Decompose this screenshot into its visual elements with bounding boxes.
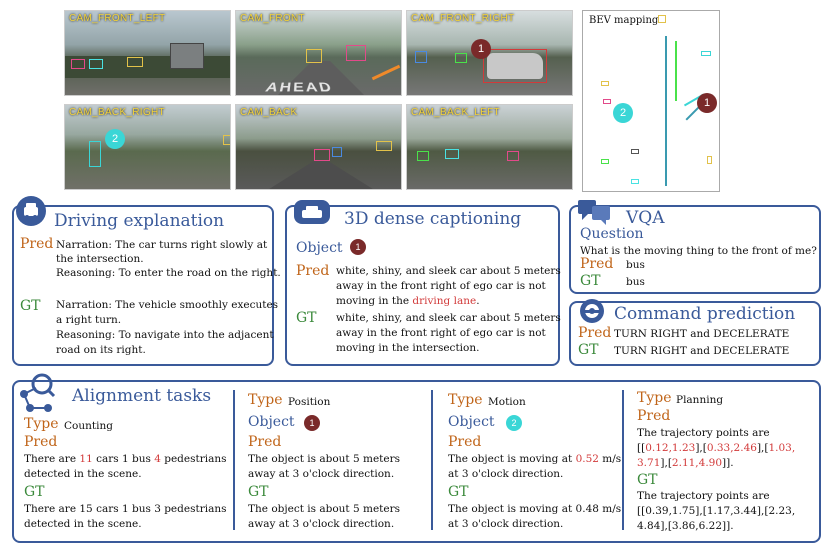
- counting-type: Counting: [64, 420, 113, 432]
- object-marker: 1: [471, 39, 491, 59]
- gt-label: GT: [248, 484, 269, 500]
- gt-label: GT: [448, 484, 469, 500]
- divider: [233, 390, 235, 530]
- camera-label: CAM_BACK_LEFT: [411, 107, 500, 118]
- position-type: Position: [288, 396, 331, 408]
- position-pred-line-1: The object is about 5 meters: [248, 453, 401, 465]
- car-icon: [16, 196, 46, 226]
- motion-gt-line-2: at 3 o'clock direction.: [448, 518, 564, 530]
- counting-gt-line-1: There are 15 cars 1 bus 3 pedestrians: [24, 503, 227, 515]
- pred-narration-2: the intersection.: [56, 253, 144, 265]
- camera-label: CAM_BACK_RIGHT: [69, 107, 165, 118]
- motion-pred-line-1: The object is moving at 0.52 m/s: [448, 453, 622, 465]
- motion-gt-line-1: The object is moving at 0.48 m/s: [448, 503, 622, 515]
- gt-label: GT: [580, 273, 601, 289]
- gt-line-2: away in the front right of ego car is not: [336, 327, 546, 339]
- road-marking: AHEAD: [263, 81, 336, 96]
- position-gt-line-2: away at 3 o'clock direction.: [248, 518, 395, 530]
- pred-label: Pred: [296, 263, 330, 279]
- camera-front: [235, 10, 402, 96]
- camera-back: [235, 104, 402, 190]
- question-label: Question: [580, 226, 644, 242]
- pred-label: Pred: [578, 325, 612, 341]
- camera-front-left: [64, 10, 231, 96]
- pred-line-2: away in the front right of ego car is not: [336, 280, 546, 292]
- steering-wheel-icon: [578, 297, 606, 325]
- pred-command: TURN RIGHT and DECELERATE: [614, 328, 790, 340]
- position-gt-line-1: The object is about 5 meters: [248, 503, 401, 515]
- gt-reasoning-2: road on its right.: [56, 344, 146, 356]
- dense-captioning-title: 3D dense captioning: [344, 209, 522, 229]
- bev-title: BEV mapping: [589, 15, 659, 26]
- object-marker: 2: [506, 415, 522, 431]
- gt-reasoning-1: Reasoning: To navigate into the adjacent: [56, 329, 274, 341]
- driving-explanation-title: Driving explanation: [54, 211, 225, 231]
- pred-peds-count: 4: [154, 453, 161, 465]
- gt-label: GT: [637, 472, 658, 488]
- type-label: Type: [637, 390, 672, 406]
- position-pred-line-2: away at 3 o'clock direction.: [248, 468, 395, 480]
- pred-line-3: moving in the driving lane.: [336, 295, 480, 307]
- object-label: Object: [448, 414, 495, 430]
- gt-narration-1: Narration: The vehicle smoothly executes: [56, 299, 279, 311]
- object-marker: 1: [350, 239, 366, 255]
- object-marker: 2: [105, 129, 125, 149]
- chat-icon: [576, 198, 612, 226]
- pred-label: Pred: [20, 236, 54, 252]
- camera-label: CAM_BACK: [240, 107, 298, 118]
- command-title: Command prediction: [614, 304, 796, 324]
- pred-answer: bus: [626, 259, 645, 271]
- divider: [431, 390, 433, 530]
- counting-pred-line-2: detected in the scene.: [24, 468, 142, 480]
- gt-label: GT: [20, 298, 41, 314]
- gt-line-3: moving in the intersection.: [336, 342, 480, 354]
- camera-front-right: [406, 10, 573, 96]
- pred-label: Pred: [248, 434, 282, 450]
- type-label: Type: [248, 392, 283, 408]
- camera-label: CAM_FRONT_LEFT: [69, 13, 166, 24]
- gt-line-1: white, shiny, and sleek car about 5 meters: [336, 312, 561, 324]
- camera-label: CAM_FRONT_RIGHT: [411, 13, 515, 24]
- vqa-title: VQA: [626, 208, 665, 228]
- gt-command: TURN RIGHT and DECELERATE: [614, 345, 790, 357]
- gt-narration-2: a right turn.: [56, 314, 122, 326]
- pred-narration-1: Narration: The car turns right slowly at: [56, 239, 268, 251]
- planning-pred-line-2: [[0.12,1.23],[0.33,2.46],[1.03,: [637, 442, 796, 454]
- highlight: driving lane: [412, 295, 477, 307]
- motion-type: Motion: [488, 396, 526, 408]
- motion-pred-line-2: at 3 o'clock direction.: [448, 468, 564, 480]
- object-marker: 2: [613, 103, 633, 123]
- planning-pred-intro: The trajectory points are: [637, 427, 770, 439]
- planning-type: Planning: [676, 394, 724, 406]
- object-marker: 1: [304, 415, 320, 431]
- type-label: Type: [448, 392, 483, 408]
- pred-label: Pred: [24, 434, 58, 450]
- camera-label: CAM_FRONT: [240, 13, 305, 24]
- object-label: Object: [248, 414, 295, 430]
- object-marker: 1: [697, 93, 717, 113]
- gt-label: GT: [24, 484, 45, 500]
- divider: [622, 390, 624, 530]
- pred-label: Pred: [580, 256, 614, 272]
- alignment-title: Alignment tasks: [72, 386, 212, 406]
- gt-answer: bus: [626, 276, 645, 288]
- planning-pred-line-3: 3.71],[2.11,4.90]].: [637, 457, 734, 469]
- speech-car-icon: [292, 198, 332, 230]
- counting-gt-line-2: detected in the scene.: [24, 518, 142, 530]
- gt-label: GT: [578, 342, 599, 358]
- planning-gt-line-3: 4.84],[3.86,6.22]].: [637, 520, 734, 532]
- pred-cars-count: 11: [79, 453, 93, 465]
- camera-back-right: [64, 104, 231, 190]
- pred-line-1: white, shiny, and sleek car about 5 meters: [336, 265, 561, 277]
- question-text: What is the moving thing to the front of me?: [580, 245, 817, 257]
- bev-map: [582, 10, 720, 192]
- planning-gt-intro: The trajectory points are: [637, 490, 770, 502]
- camera-back-left: [406, 104, 573, 190]
- type-label: Type: [24, 416, 59, 432]
- object-label: Object: [296, 240, 343, 256]
- planning-gt-line-2: [[0.39,1.75],[1.17,3.44],[2.23,: [637, 505, 796, 517]
- network-search-icon: [18, 370, 62, 414]
- counting-pred-line-1: There are 11 cars 1 bus 4 pedestrians: [24, 453, 227, 465]
- pred-label: Pred: [637, 408, 671, 424]
- gt-label: GT: [296, 310, 317, 326]
- pred-reasoning: Reasoning: To enter the road on the right.: [56, 267, 281, 279]
- pred-speed: 0.52: [575, 453, 599, 465]
- pred-label: Pred: [448, 434, 482, 450]
